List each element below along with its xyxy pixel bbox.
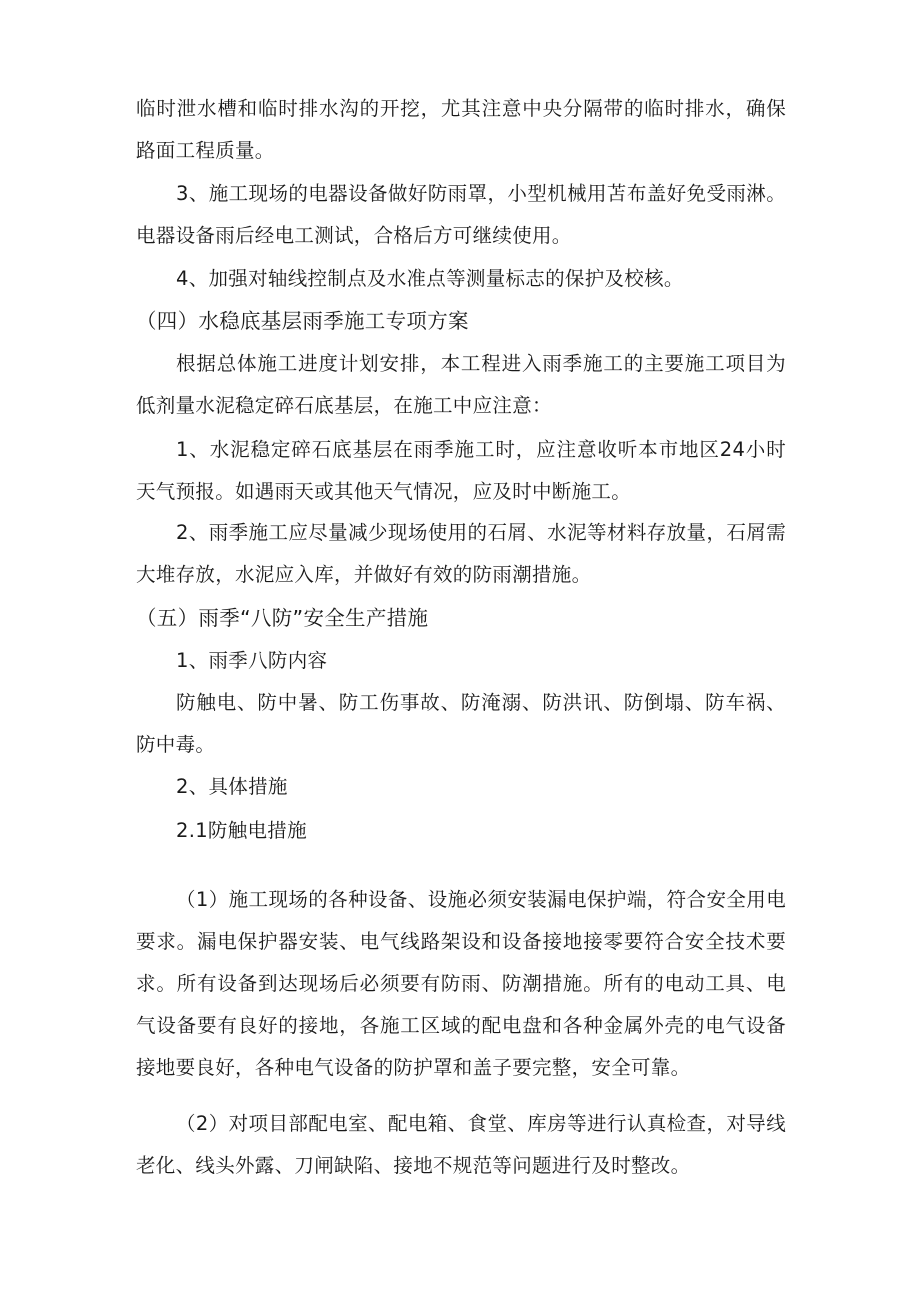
- section-heading-4: （四）水稳底基层雨季施工专项方案: [136, 309, 469, 333]
- paragraph-item-4: 4、加强对轴线控制点及水准点等测量标志的保护及校核。: [176, 267, 684, 290]
- paragraph-specific-measures: 2、具体措施: [176, 775, 288, 798]
- paragraph-drainage: 临时泄水槽和临时排水沟的开挖，尤其注意中央分隔带的临时排水，确保路面工程质量。: [136, 97, 786, 162]
- paragraph-measure-1: （1）施工现场的各种设备、设施必须安装漏电保护端，符合安全用电要求。漏电保护器安装、电气线路架设和设备接地接零要符合安全技术要求。所有设备到达现场后必须要有防雨、防潮措施。所有的电动工具、电气设备要有良好的接地，各施工区域的配电盘和各种金属外壳的电气设备接地要良好，各种电气设备的防护罩和盖子要完整，安全可靠。: [136, 888, 786, 1079]
- paragraph-eight-defenses-list: 防触电、防中暑、防工伤事故、防淹溺、防洪讯、防倒塌、防车祸、防中毒。: [136, 691, 786, 756]
- paragraph-electric-shock-title: 2.1防触电措施: [176, 819, 307, 842]
- section-heading-5: （五）雨季“八防”安全生产措施: [136, 606, 429, 630]
- paragraph-materials: 2、雨季施工应尽量减少现场使用的石屑、水泥等材料存放量，石屑需大堆存放，水泥应入库，并做好有效的防雨潮措施。: [136, 521, 786, 586]
- paragraph-eight-defenses-title: 1、雨季八防内容: [176, 649, 328, 672]
- paragraph-measure-2: （2）对项目部配电室、配电箱、食堂、库房等进行认真检查，对导线老化、线头外露、刀闸缺陷、接地不规范等问题进行及时整改。: [136, 1112, 786, 1177]
- paragraph-schedule: 根据总体施工进度计划安排，本工程进入雨季施工的主要施工项目为低剂量水泥稳定碎石底基层，在施工中应注意：: [136, 352, 786, 417]
- paragraph-item-3: 3、施工现场的电器设备做好防雨罩，小型机械用苫布盖好免受雨淋。电器设备雨后经电工测试，合格后方可继续使用。: [136, 182, 786, 247]
- paragraph-weather: 1、水泥稳定碎石底基层在雨季施工时，应注意收听本市地区24小时天气预报。如遇雨天或其他天气情况，应及时中断施工。: [136, 438, 786, 503]
